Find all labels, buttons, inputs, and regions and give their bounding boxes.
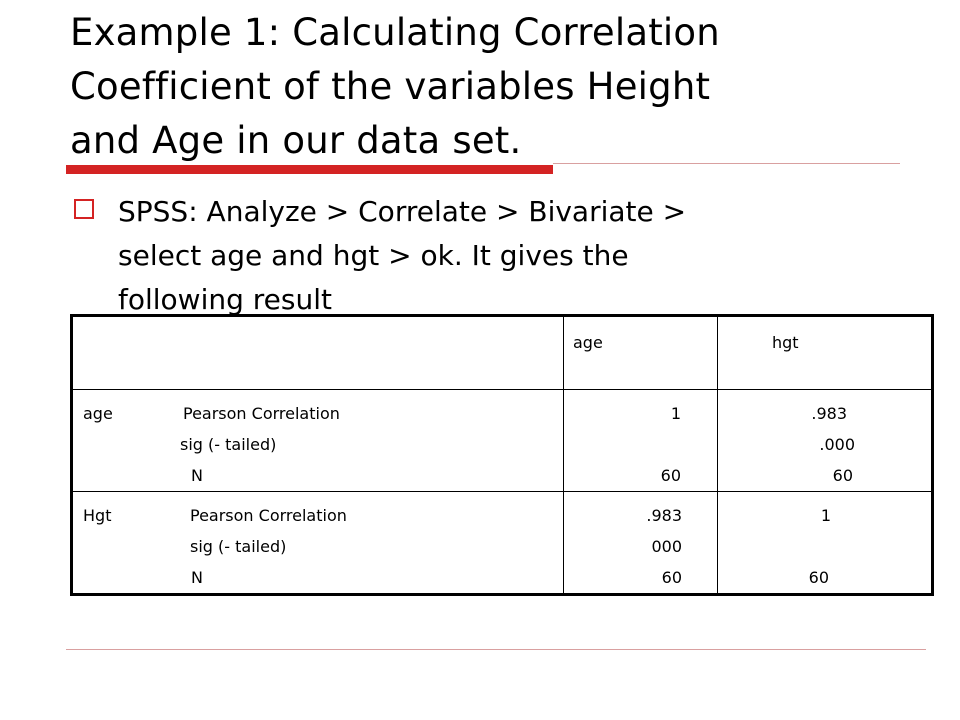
cell-age-age <box>564 390 718 492</box>
row-label-cell <box>72 492 564 595</box>
stat-label: sig (- tailed) <box>190 537 287 556</box>
stat-label: Pearson Correlation <box>183 404 340 423</box>
correlation-table <box>70 314 934 596</box>
value: 000 <box>651 537 682 556</box>
title-line-2: Coefficient of the variables Height <box>70 65 711 108</box>
table-row-age <box>72 390 933 492</box>
table-header-row <box>72 316 933 390</box>
header-hgt: hgt <box>718 316 933 390</box>
title-divider-rule <box>553 163 900 164</box>
bullet-line-1: SPSS: Analyze > Correlate > Bivariate > <box>118 195 687 228</box>
footer-divider-rule <box>66 649 926 650</box>
value: .983 <box>811 404 847 423</box>
title-line-1: Example 1: Calculating Correlation <box>70 11 720 54</box>
bullet-line-2: select age and hgt > ok. It gives the <box>118 239 629 272</box>
bullet-text <box>118 190 908 322</box>
table-row-hgt <box>72 492 933 595</box>
value: 60 <box>661 568 682 587</box>
title-line-3: and Age in our data set. <box>70 119 522 162</box>
title-accent-bar <box>66 165 553 174</box>
stat-label: Pearson Correlation <box>190 506 347 525</box>
cell-hgt-age <box>564 492 718 595</box>
row-label-cell <box>72 390 564 492</box>
value: .000 <box>819 435 855 454</box>
stat-label: N <box>191 568 203 587</box>
bullet-line-3: following result <box>118 283 332 316</box>
value: 1 <box>820 506 831 525</box>
row-variable-hgt: Hgt <box>83 506 112 525</box>
value: 60 <box>832 466 853 485</box>
square-bullet-icon <box>74 199 94 219</box>
value: 60 <box>660 466 681 485</box>
stat-label: N <box>191 466 203 485</box>
stat-label: sig (- tailed) <box>180 435 277 454</box>
value: 60 <box>808 568 829 587</box>
header-age: age <box>564 316 718 390</box>
row-variable-age: age <box>83 404 113 423</box>
value: .983 <box>646 506 682 525</box>
value: 1 <box>670 404 681 423</box>
cell-hgt-hgt <box>718 492 933 595</box>
header-blank-cell <box>72 316 564 390</box>
slide-title <box>70 6 930 168</box>
cell-age-hgt <box>718 390 933 492</box>
